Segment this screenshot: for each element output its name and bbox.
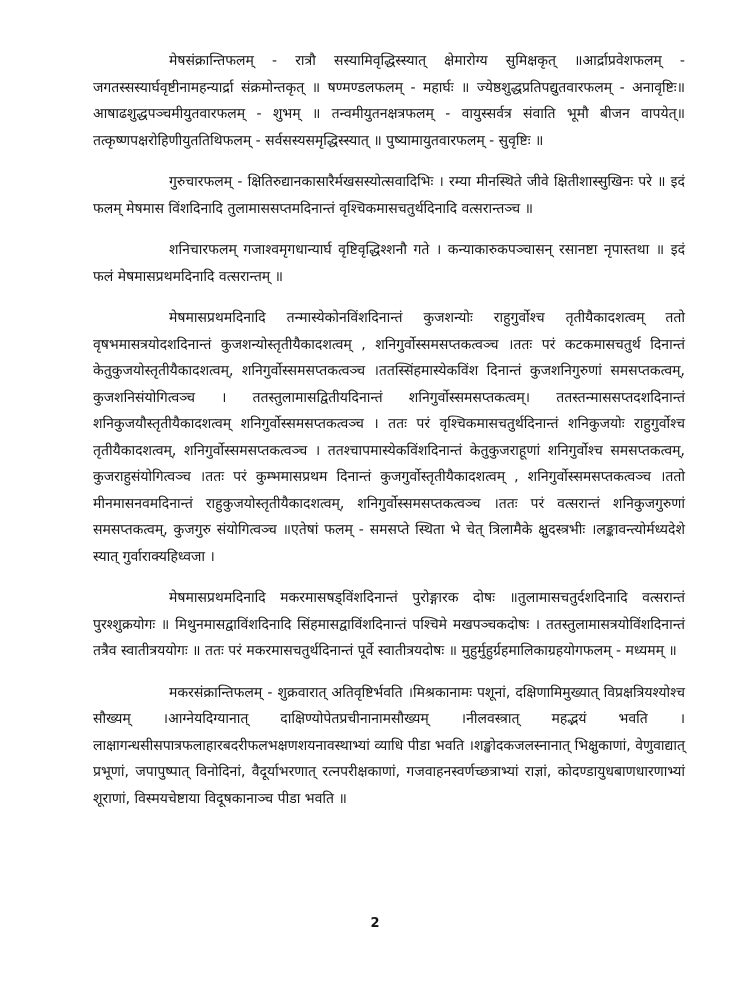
body-text [93,48,685,812]
paragraph-makara-sankranti: मकरसंक्रान्तिफलम् - शुक्रवारात् अतिवृष्टिर्भवति ।मिश्रकानामः पशूनां, दक्षिणामिमुख्यात् विप्रक्षत्रियश्योश्च सौख्यम् ।आग्नेयदिग्यानात् दाक्षिण्योपेतप्रचीनानामसौख्यम् ।नीलवस्त्रात् महद्भयं भवति । लाक्षागन्धसीसपात्रफलाहारबदरीफलभक्षणशयनावस्थाभ्यां व्याधि पीडा भवति ।शङ्खोदकजलस्नानात् भिक्षुकाणां, वेणुवाद्यात् प्रभूणां, जपापुष्पात् विनोदिनां, वैदूर्याभरणात् रत्नपरीक्षकाणां, गजवाहनस्वर्णच्छत्राभ्यां राज्ञां, कोदण्डायुधबाणधारणाभ्यां शूराणां, विस्मयचेष्टाया विदूषकानाञ्च पीडा भवति ॥ [93,684,685,807]
paragraph-dosha: मेषमासप्रथमदिनादि मकरमासषड्विंशदिनान्तं पुरोङ्गारक दोषः ॥तुलामासचतुर्दशदिनादि वत्सरान्तं पुरश्शुक्रयोगः ॥ मिथुनमासद्वाविंशदिनादि सिंहमासद्वाविंशदिनान्तं पश्चिमे मखपञ्चकदोषः । ततस्तुलामासत्रयोविंशदिनान्तं तत्रैव स्वातीत्रययोगः ॥ ततः परं मकरमासचतुर्थदिनान्तं पूर्वे स्वातीत्रयदोषः ॥ मुहुर्मुहुर्ग्रहमालिकाग्रहयोगफलम् - मध्यमम् ॥ [93,590,685,659]
paragraph-shani-chara: शनिचारफलम् गजाश्वमृगधान्यार्घ वृष्टिवृद्धिश्शनौ गते । कन्याकारुकपञ्चासन् रसानष्टा नृपास्तथा ॥ इदं फलं मेषमासप्रथमदिनादि वत्सरान्तम् ॥ [93,242,685,285]
paragraph-graha-yoga: मेषमासप्रथमदिनादि तन्मास्येकोनविंशदिनान्तं कुजशन्योः राहुगुर्वोश्च तृतीयैकादशत्वम् ततो वृषभमासत्रयोदशदिनान्तं कुजशन्योस्तृतीयैकादशत्वम् , शनिगुर्वोस्समसप्तकत्वञ्च ।ततः परं कटकमासचतुर्थ दिनान्तं केतुकुजयोस्तृतीयैकादशत्वम्, शनिगुर्वोस्समसप्तकत्वञ्च ।ततस्सिंहमास्येकविंश दिनान्तं कुजशनिगुरुणां समसप्तकत्वम्, कुजशनिसंयोगित्वञ्च । ततस्तुलामासद्वितीयदिनान्तं शनिगुर्वोस्समसप्तकत्वम्। ततस्तन्माससप्तदशदिनान्तं शनिकुजयौस्तृतीयैकादशत्वम् शनिगुर्वोस्समसप्तकत्वञ्च । ततः परं वृश्चिकमासचतुर्थदिनान्तं शनिकुजयोः राहुगुर्वोश्च तृतीयैकादशत्वम्, शनिगुर्वोस्समसप्तकत्वञ्च । ततश्चापमास्येकविंशदिनान्तं केतुकुजराहूणां शनिगुर्वोश्च समसप्तकत्वम्, कुजराहुसंयोगित्वञ्च ।ततः परं कुम्भमासप्रथम दिनान्तं कुजगुर्वोस्तृतीयैकादशत्वम् , शनिगुर्वोस्समसप्तकत्वञ्च ।ततो मीनमासनवमदिनान्तं राहुकुजयोस्तृतीयैकादशत्वम्, शनिगुर्वोस्समसप्तकत्वञ्च ।ततः परं वत्सरान्तं शनिकुजगुरुणां समसप्तकत्वम्, कुजगुरु संयोगित्वञ्च ॥एतेषां फलम् - समसप्ते स्थिता भे चेत् त्रिलामैके क्षुदस्त्रभीः ।लङ्कावन्त्योर्मध्यदेशे स्यात् गुर्वाराक्यहिध्वजा । [93,310,685,565]
paragraph-mesha-sankranti: मेषसंक्रान्तिफलम् - रात्रौ सस्यामिवृद्धिस्स्यात् क्षेमारोग्य सुमिक्षकृत् ॥आर्द्राप्रवेशफलम् - जगतस्सस्यार्घवृष्टीनामहन्यार्द्रा संक्रमोन्तकृत् ॥ षण्मण्डलफलम् - महार्घः ॥ ज्येष्ठशुद्धप्रतिपद्युतवारफलम् - अनावृष्टिः॥ आषाढशुद्धपञ्चमीयुतवारफलम् - शुभम् ॥ तन्वमीयुतनक्षत्रफलम् - वायुस्सर्वत्र संवाति भूमौ बीजन वापयेत्॥ तत्कृष्णपक्षरोहिणीयुततिथिफलम् - सर्वसस्यसमृद्धिस्स्यात् ॥ पुष्यामायुतवारफलम् - सुवृष्टिः ॥ [93,53,685,149]
paragraph-guru-chara: गुरुचारफलम् - क्षितिरुद्यानकासारैर्मखसस्योत्सवादिभिः । रम्या मीनस्थिते जीवे क्षितीशास्सुखिनः परे ॥ इदं फलम् मेषमास विंशदिनादि तुलामाससप्तमदिनान्तं वृश्चिकमासचतुर्थदिनादि वत्सरान्तञ्च ॥ [93,174,685,217]
page-number: 2 [370,916,380,931]
